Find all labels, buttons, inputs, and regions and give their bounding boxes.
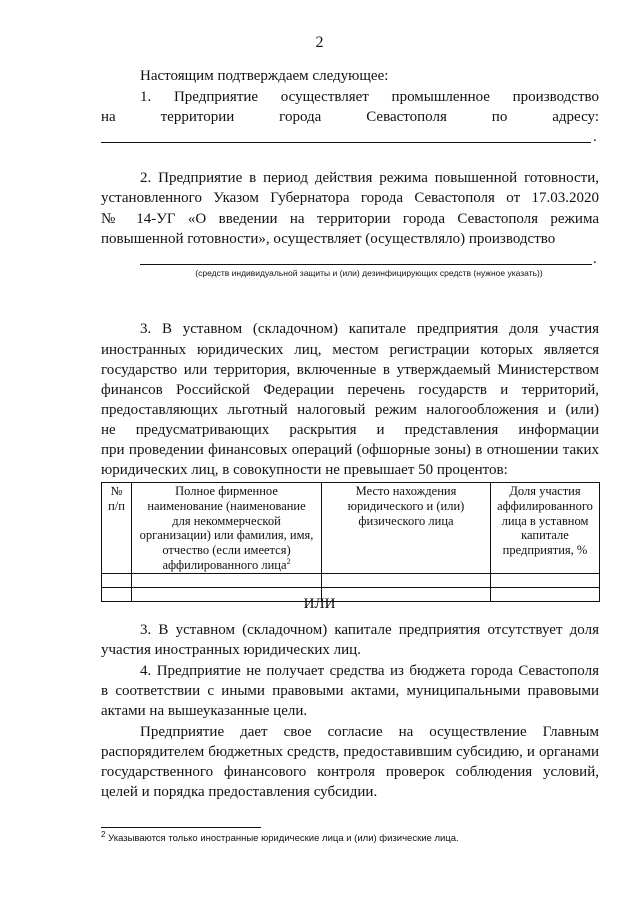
table-cell[interactable]: [102, 573, 132, 587]
p1-line2: на территории города Севастополя по адресу:: [101, 109, 599, 125]
p3-line8: юридических лиц, в совокупности не превышает 50 процентов:: [101, 462, 508, 478]
p2-product-blank[interactable]: [140, 264, 592, 265]
header-full-name: [132, 483, 322, 574]
p1-line1: 1. Предприятие осуществляет промышленное производство: [140, 89, 599, 105]
footnote-text: Указываются только иностранные юридические лица и (или) физические лица.: [108, 833, 459, 844]
header-full-name-line: организации) или фамилия, имя,: [139, 528, 314, 543]
p1-address-blank[interactable]: [101, 142, 591, 143]
p3-line1: 3. В уставном (складочном) капитале предприятия доля участия: [140, 321, 599, 337]
header-share-line: предприятия, %: [502, 543, 588, 558]
header-share: [491, 483, 600, 574]
footnote-divider: [101, 827, 261, 828]
header-full-name-line: Полное фирменное: [175, 484, 278, 498]
p3-line2: иностранных юридических лиц, местом регистрации которых является: [101, 342, 599, 358]
footnote-ref: 2: [286, 556, 291, 566]
p2-caption: (средств индивидуальной защиты и (или) дезинфицирующих средств (нужное указать)): [195, 268, 543, 278]
p3-line6: не предусматривающих раскрытия и представления информации: [101, 422, 599, 438]
header-share-line: Доля участия: [509, 484, 581, 498]
p3b-line2: участия иностранных юридических лиц.: [101, 642, 361, 658]
table-cell[interactable]: [491, 573, 600, 587]
p5-line2: распорядителем бюджетных средств, предоставившим субсидию, и органами: [101, 744, 599, 760]
header-number-line: №: [110, 484, 123, 498]
p5-line3: государственного финансового контроля проверок соблюдения условий,: [101, 764, 599, 780]
p2-end-dot: .: [593, 251, 597, 267]
p4-line3: актами на вышеуказанные цели.: [101, 703, 308, 719]
p3-line3: государство или территория, включенные в утверждаемый Министерством: [101, 362, 599, 378]
table-cell[interactable]: [132, 573, 322, 587]
header-full-name-line: отчество (если имеется): [162, 543, 291, 558]
intro-line: Настоящим подтверждаем следующее:: [140, 68, 389, 84]
header-share-line: лица в уставном: [501, 513, 589, 528]
header-full-name-line: [135, 558, 318, 573]
p1-end-dot: .: [593, 129, 597, 145]
p3b-line1: 3. В уставном (складочном) капитале предприятия отсутствует доля: [140, 622, 599, 638]
footnote-mark: 2: [101, 829, 106, 839]
header-full-name-last: аффилированного лица: [162, 557, 287, 572]
header-number: [102, 483, 132, 574]
p2-line1: 2. Предприятие в период действия режима повышенной готовности,: [140, 170, 599, 186]
header-location-line: Место нахождения: [355, 484, 457, 498]
p5-line4: целей и порядка предоставления субсидии.: [101, 784, 378, 800]
p3-line4: финансов Российской Федерации перечень государств и территорий,: [101, 382, 599, 398]
header-location-line: физического лица: [358, 513, 454, 528]
p2-line3: № 14-УГ «О введении на территории города Севастополя режима: [101, 211, 599, 227]
header-full-name-line: для некоммерческой: [172, 513, 281, 528]
p2-line4: повышенной готовности», осуществляет (осуществляло) производство: [101, 231, 556, 247]
p4-line1: 4. Предприятие не получает средства из бюджета города Севастополя: [140, 663, 599, 679]
table-header-row: [102, 483, 600, 574]
header-share-line: капитале: [521, 528, 569, 543]
header-location-line: юридического и (или): [347, 498, 465, 513]
p2-line2: установленного Указом Губернатора города Севастополя от 17.03.2020: [101, 190, 599, 206]
p3-line7: при проведении финансовых операций (офшорные зоны) в отношении таких: [101, 442, 599, 458]
table-row: [102, 573, 600, 587]
p3-line5: предоставляющих льготный налоговый режим налогообложения и (или): [101, 402, 599, 418]
page-number: 2: [315, 34, 324, 51]
p5-line1: Предприятие дает свое согласие на осуществление Главным: [140, 724, 599, 740]
header-location: [322, 483, 491, 574]
header-full-name-line: наименование (наименование: [147, 498, 306, 513]
or-separator: ИЛИ: [303, 596, 336, 612]
header-number-line: п/п: [108, 498, 125, 513]
header-share-line: аффилированного: [497, 498, 593, 513]
table-cell[interactable]: [322, 573, 491, 587]
affiliates-table: [101, 482, 600, 602]
footnote: [101, 829, 459, 844]
p4-line2: в соответствии с иными правовыми актами, муниципальными правовыми: [101, 683, 599, 699]
